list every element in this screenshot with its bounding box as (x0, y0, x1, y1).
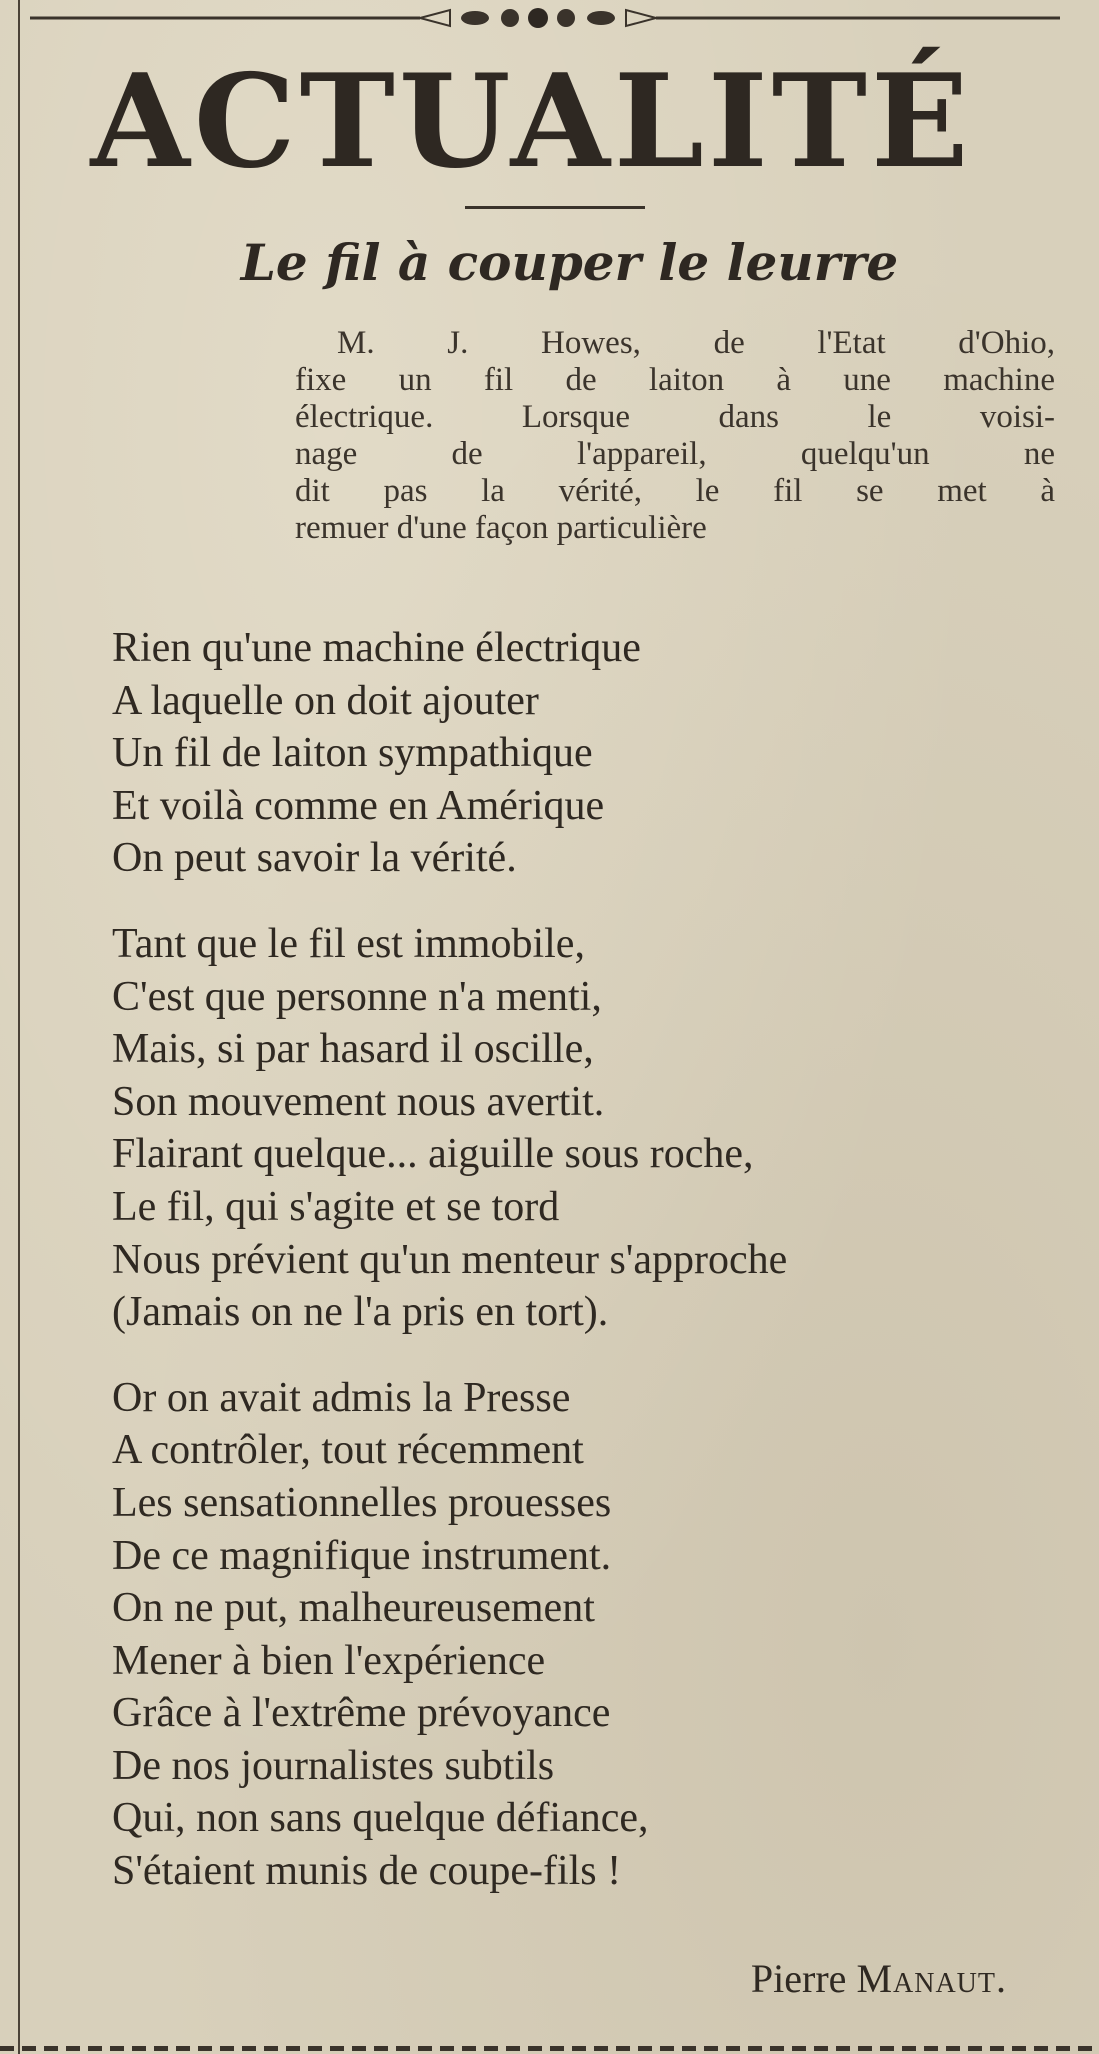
poem-verse: Son mouvement nous avertit. (112, 1078, 605, 1125)
lede-line: fixe un fil de laiton à une machine (295, 362, 1055, 398)
poem-verse: Un fil de laiton sympathique (112, 730, 593, 777)
title-underline-rule (465, 206, 645, 209)
poem-verse: Mais, si par hasard il oscille, (112, 1026, 594, 1073)
headline-title: ACTUALITÉ (90, 47, 973, 197)
poem-verse: Le fil, qui s'agite et se tord (112, 1183, 560, 1230)
poem-verse: C'est que personne n'a menti, (112, 973, 602, 1020)
poem-verse: Flairant quelque... aiguille sous roche, (112, 1131, 754, 1178)
poem-stanza-3 (112, 1372, 1072, 1898)
poem-verse: A contrôler, tout récemment (112, 1427, 584, 1474)
poem-verse: Nous prévient qu'un menteur s'approche (112, 1236, 788, 1283)
bottom-dashed-rule (0, 2046, 1099, 2051)
poem-verse: Or on avait admis la Presse (112, 1374, 571, 1421)
author-last-name: Manaut. (856, 1956, 1007, 2001)
lede-line: remuer d'une façon particulière (295, 510, 707, 546)
poem-verse: Tant que le fil est immobile, (112, 920, 585, 967)
left-column-rule (18, 0, 20, 2054)
poem-stanza-1 (112, 622, 1072, 885)
poem-verse: Mener à bien l'expérience (112, 1637, 546, 1684)
lede-line: nage de l'appareil, quelqu'un ne (295, 436, 1055, 472)
poem (112, 622, 1072, 1931)
poem-verse: S'étaient munis de coupe-fils ! (112, 1848, 622, 1895)
author-first-name: Pierre (750, 1956, 847, 2001)
poem-verse: A laquelle on doit ajouter (112, 677, 539, 724)
poem-stanza-2 (112, 918, 1072, 1339)
poem-verse: Les sensationnelles prouesses (112, 1479, 612, 1526)
poem-verse: (Jamais on ne l'a pris en tort). (112, 1289, 609, 1336)
lede-paragraph (295, 325, 1055, 547)
poem-verse: Et voilà comme en Amérique (112, 782, 605, 829)
poem-verse: Grâce à l'extrême prévoyance (112, 1690, 611, 1737)
lede-line: électrique. Lorsque dans le voisi- (295, 399, 1055, 435)
poem-verse: De nos journalistes subtils (112, 1742, 555, 1789)
poem-verse: Rien qu'une machine électrique (112, 625, 641, 671)
author-signature (751, 1955, 1007, 2002)
poem-verse: De ce magnifique instrument. (112, 1532, 612, 1579)
poem-verse: On peut savoir la vérité. (112, 835, 517, 882)
poem-verse: On ne put, malheureusement (112, 1585, 595, 1632)
poem-verse: Qui, non sans quelque défiance, (112, 1795, 649, 1842)
lede-line: dit pas la vérité, le fil se met à (295, 473, 1055, 509)
lede-line: M. J. Howes, de l'Etat d'Ohio, (337, 325, 1055, 361)
top-ornament-divider (30, 6, 1060, 36)
article-subtitle: Le fil à couper le leurre (240, 233, 899, 292)
